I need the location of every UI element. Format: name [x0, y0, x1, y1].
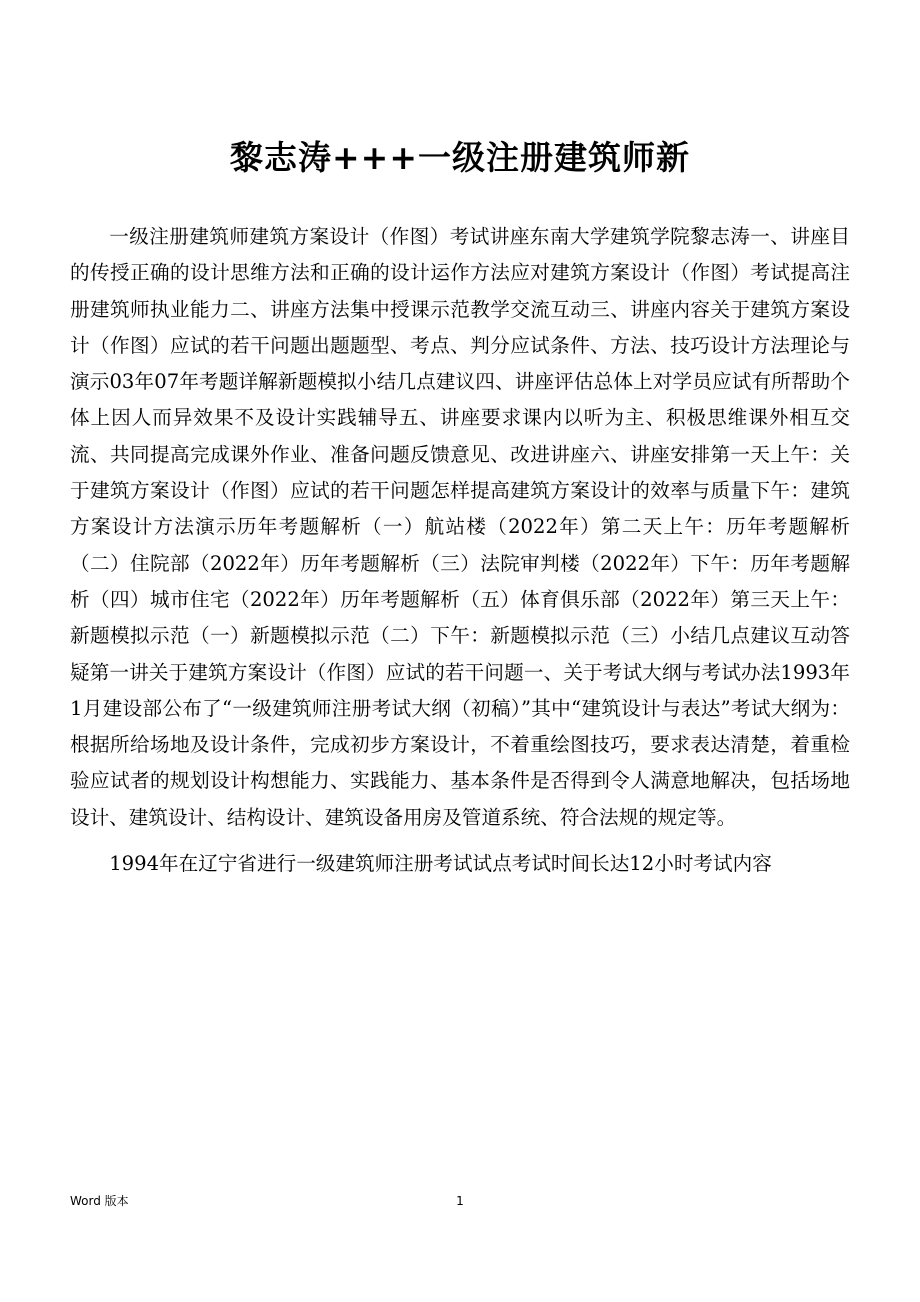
footer-page-number: 1: [456, 1194, 464, 1208]
body-paragraph: 1994年在辽宁省进行一级建筑师注册考试试点考试时间长达12小时考试内容: [109, 852, 772, 876]
footer-version-label: Word 版本: [70, 1194, 129, 1208]
document-body: [70, 219, 850, 882]
body-paragraph: 一级注册建筑师建筑方案设计（作图）考试讲座东南大学建筑学院黎志涛一、讲座目的传授正确的设计思维方法和正确的设计运作方法应对建筑方案设计（作图）考试提高注册建筑师执业能力二、讲座方法集中授课示范教学交流互动三、讲座内容关于建筑方案设计（作图）应试的若干问题出题题型、考点、判分应试条件、方法、技巧设计方法理论与演示03年07年考题详解新题模拟小结几点建议四、讲座评估总体上对学员应试有所帮助个体上因人而异效果不及设计实践辅导五、讲座要求课内以听为主、积极思维课外相互交流、共同提高完成课外作业、准备问题反馈意见、改进讲座六、讲座安排第一天上午：关于建筑方案设计（作图）应试的若干问题怎样提高建筑方案设计的效率与质量下午：建筑方案设计方法演示历年考题解析（一）航站楼（2022年）第二天上午：历年考题解析（二）住院部（2022年）历年考题解析（三）法院审判楼（2022年）下午：历年考题解析（四）城市住宅（2022年）历年考题解析（五）体育俱乐部（2022年）第三天上午：新题模拟示范（一）新题模拟示范（二）下午：新题模拟示范（三）小结几点建议互动答疑第一讲关于建筑方案设计（作图）应试的若干问题一、关于考试大纲与考试办法1993年1月建设部公布了“一级建筑师注册考试大纲（初稿）”其中“建筑设计与表达”考试大纲为：根据所给场地及设计条件，完成初步方案设计，不着重绘图技巧，要求表达清楚，着重检验应试者的规划设计构想能力、实践能力、基本条件是否得到令人满意地解决，包括场地设计、建筑设计、结构设计、建筑设备用房及管道系统、符合法规的规定等。: [70, 225, 850, 829]
document-title: 黎志涛+++一级注册建筑师新: [230, 138, 690, 177]
